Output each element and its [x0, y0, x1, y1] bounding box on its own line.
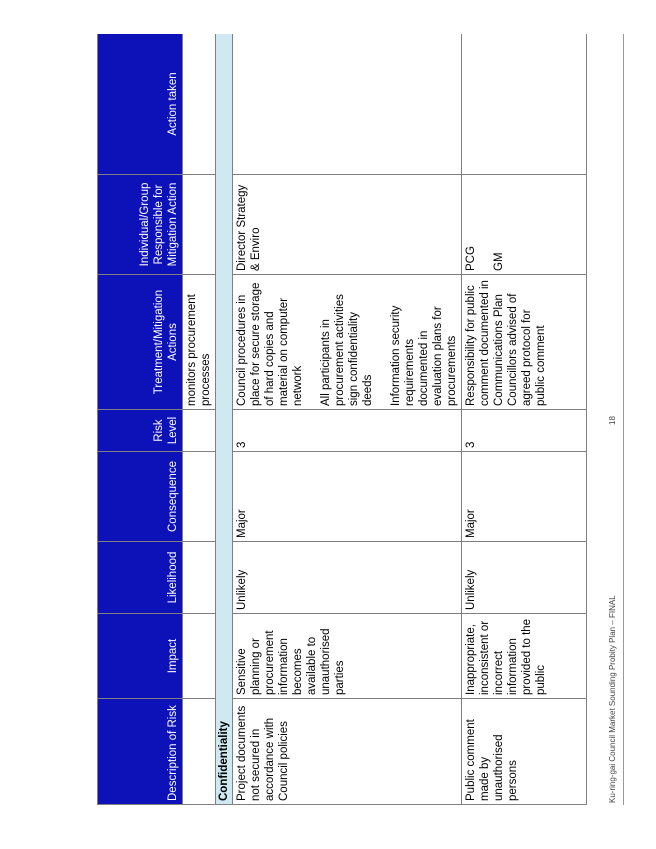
continuation-row	[183, 34, 216, 805]
risk-likelihood: Unlikely	[233, 542, 462, 614]
risk-level: 3	[462, 410, 587, 452]
treatment-item: Information security requirements documented in evaluation plans for procurements	[390, 305, 458, 406]
table-row	[462, 34, 587, 805]
col-consequence: Consequence	[98, 452, 183, 542]
col-likelihood: Likelihood	[98, 542, 183, 614]
risk-description: Public comment made by unauthorised persons	[462, 699, 587, 805]
risk-treatment	[462, 275, 587, 410]
risk-description: Project documents not secured in accordance with Council policies	[233, 699, 462, 805]
responsible-item: Director Strategy & Enviro	[236, 184, 262, 271]
treatment-item: Council procedures in place for secure storage of hard copies and material on computer network	[236, 282, 304, 406]
risk-consequence: Major	[233, 452, 462, 542]
treatment-item: Responsibility for public comment documented in Communications Plan	[465, 280, 505, 406]
col-description: Description of Risk	[98, 699, 183, 805]
risk-consequence: Major	[462, 452, 587, 542]
responsible-item: GM	[493, 252, 505, 271]
risk-impact: Inappropriate, inconsistent or incorrect information provided to the public	[462, 614, 587, 699]
col-action-taken: Action taken	[98, 34, 183, 175]
risk-treatment	[233, 275, 462, 410]
risk-impact: Sensitive planning or procurement information becomes available to unauthorised parties	[233, 614, 462, 699]
rotated-page	[97, 34, 634, 805]
risk-level: 3	[233, 410, 462, 452]
footer-document-title: Ku-ring-gai Council Market Sounding Probity Plan – FINAL	[608, 595, 617, 803]
section-row	[216, 34, 233, 805]
risk-action-taken	[233, 34, 462, 175]
table-row	[233, 34, 462, 805]
risk-table	[97, 34, 587, 805]
risk-likelihood: Unlikely	[462, 542, 587, 614]
col-treatment: Treatment/Mitigation Actions	[98, 275, 183, 410]
page-footer	[604, 34, 624, 805]
col-impact: Impact	[98, 614, 183, 699]
responsible-item: PCG	[465, 246, 477, 271]
treatment-item: All participants in procurement activities sign confidentiality deeds	[320, 294, 374, 406]
landscape-content	[97, 34, 634, 805]
col-risk-level: Risk Level	[98, 410, 183, 452]
risk-action-taken	[462, 34, 587, 175]
section-label: Confidentiality	[216, 34, 233, 805]
treatment-item: Councillors advised of agreed protocol for public comment	[507, 293, 547, 406]
footer-page-number: 18	[608, 416, 617, 425]
col-responsible: Individual/Group Responsible for Mitigation Action	[98, 175, 183, 275]
risk-responsible	[462, 175, 587, 275]
risk-responsible	[233, 175, 462, 275]
header-row	[98, 34, 183, 805]
continuation-treatment: monitors procurement processes	[183, 275, 216, 410]
